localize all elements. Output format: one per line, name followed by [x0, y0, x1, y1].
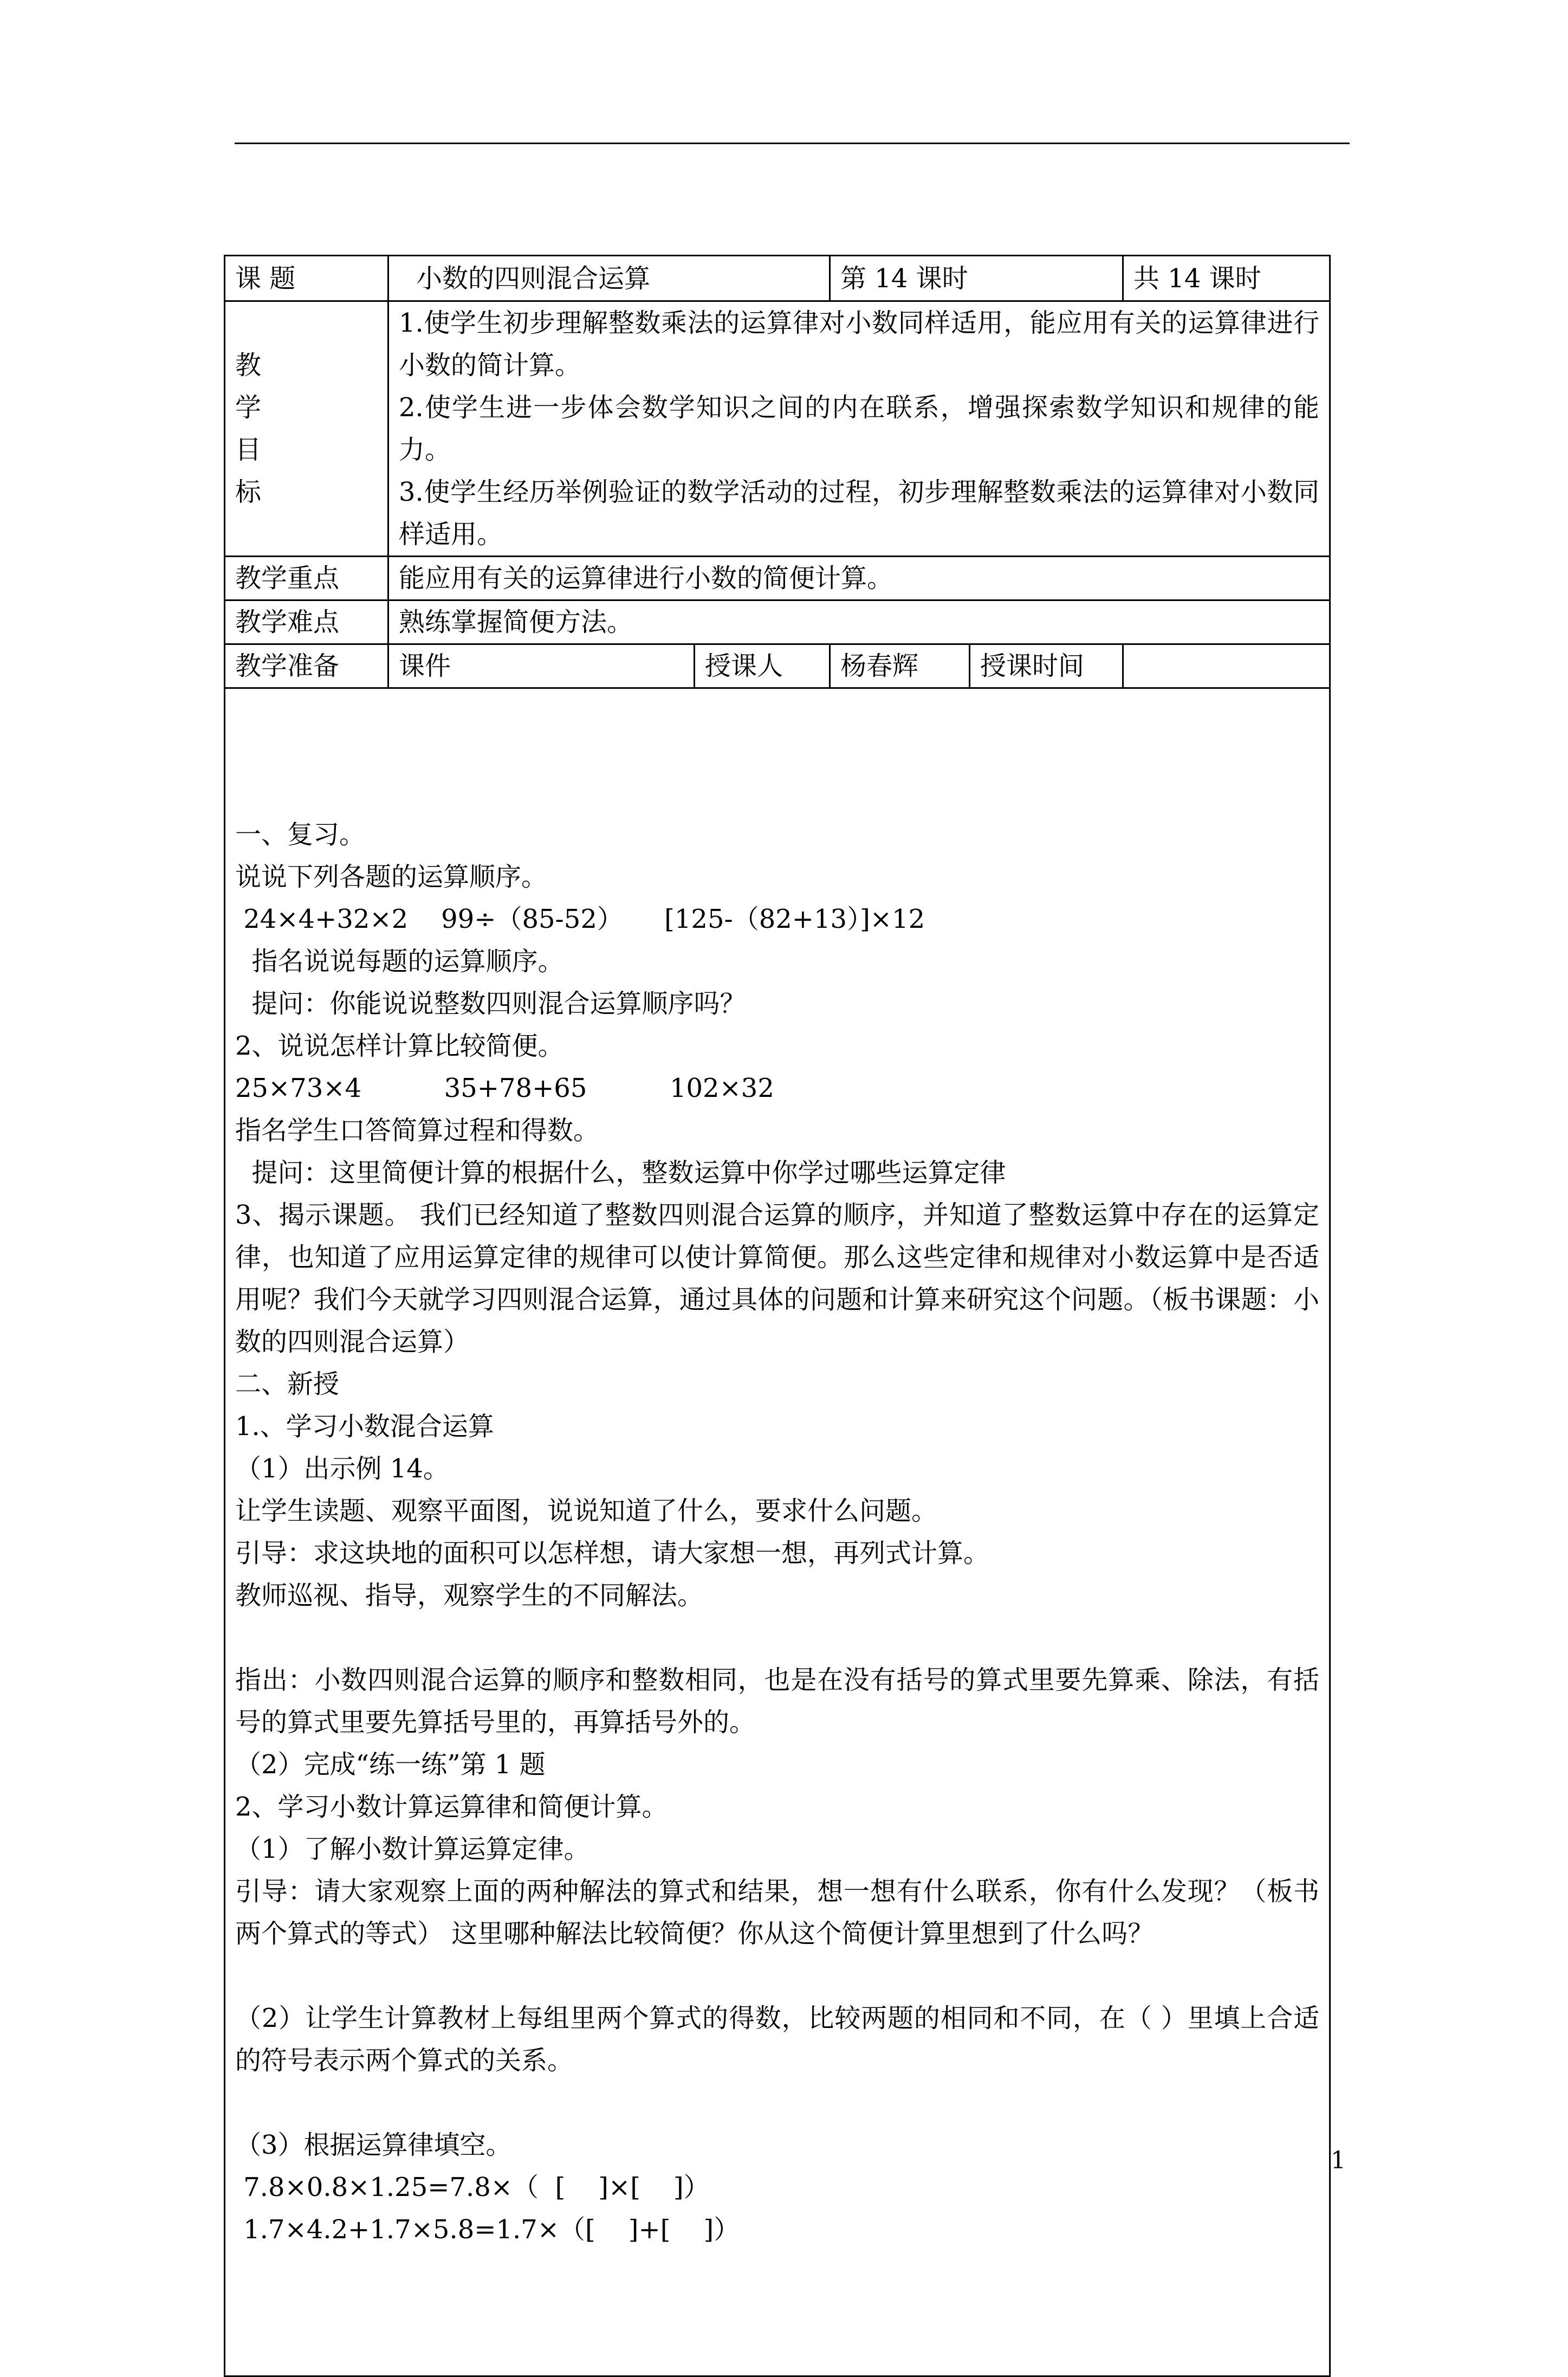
point-paragraph: 指出：小数四则混合运算的顺序和整数相同，也是在没有括号的算式里要先算乘、除法，有括号的算式里要先算括号里的，再算括号外的。	[235, 1665, 1320, 1737]
body-line: （1）了解小数计算运算定律。	[235, 1834, 590, 1864]
body-line: 说说下列各题的运算顺序。	[235, 862, 548, 892]
body-line: 24×4+32×2 99÷（85-52） [125-（82+13）]×12	[235, 904, 925, 934]
body-line: 提问：你能说说整数四则混合运算顺序吗？	[235, 989, 746, 1019]
body-line: 指名说说每题的运算顺序。	[235, 946, 564, 977]
objectives-content	[388, 301, 1330, 557]
header-rule	[235, 143, 1350, 144]
compare-paragraph: （2）让学生计算教材上每组里两个算式的得数，比较两题的相同和不同，在（ ）里填上合适的符号表示两个算式的关系。	[235, 2003, 1320, 2076]
body-line: 提问：这里简便计算的根据什么，整数运算中你学过哪些运算定律	[235, 1158, 1006, 1188]
objectives-row	[225, 301, 1330, 557]
objectives-label-char: 目	[235, 435, 262, 465]
time-value	[1123, 644, 1330, 688]
objective-item: 2.使学生进一步体会数学知识之间的内在联系，增强探索数学知识和规律的能力。	[399, 392, 1320, 465]
blank-line	[235, 1955, 1319, 1997]
body-line: 一、复习。	[235, 819, 366, 850]
objectives-label-char: 学	[235, 392, 262, 423]
preparation-row	[225, 644, 1330, 688]
preparation-value: 课件	[388, 644, 695, 688]
key-point-value: 能应用有关的运算律进行小数的简便计算。	[388, 557, 1330, 600]
preparation-label: 教学准备	[225, 644, 388, 688]
key-point-row	[225, 557, 1330, 600]
body-line: 2、说说怎样计算比较简便。	[235, 1031, 564, 1061]
objective-item: 3.使学生经历举例验证的数学活动的过程，初步理解整数乘法的运算律对小数同样适用。	[399, 477, 1320, 550]
body-line: （1）出示例 14。	[235, 1454, 449, 1484]
topic-label: 课 题	[225, 256, 388, 301]
body-line: 指名学生口答简算过程和得数。	[235, 1115, 600, 1146]
body-line: 25×73×4 35+78+65 102×32	[235, 1073, 774, 1103]
objectives-label-char: 教	[235, 350, 262, 380]
difficulty-label: 教学难点	[225, 600, 388, 644]
topic-row	[225, 256, 1330, 301]
body-line: 1.7×4.2+1.7×5.8=1.7×（[ ]+[ ]）	[235, 2214, 740, 2245]
body-line: 让学生读题、观察平面图，说说知道了什么，要求什么问题。	[235, 1496, 938, 1526]
body-line: 2、学习小数计算运算律和简便计算。	[235, 1792, 668, 1822]
body-line: 引导：求这块地的面积可以怎样想，请大家想一想，再列式计算。	[235, 1538, 990, 1568]
guide-paragraph: 引导：请大家观察上面的两种解法的算式和结果，想一想有什么联系，你有什么发现？（板书两个算式的等式） 这里哪种解法比较简便？你从这个简便计算里想到了什么吗？	[235, 1876, 1320, 1949]
teacher-label: 授课人	[695, 644, 830, 688]
difficulty-row	[225, 600, 1330, 644]
blank-line	[235, 1617, 1319, 1659]
objectives-label-char: 标	[235, 477, 262, 507]
teaching-process-content	[225, 688, 1330, 2376]
time-label: 授课时间	[970, 644, 1123, 688]
reveal-topic-paragraph: 3、揭示课题。 我们已经知道了整数四则混合运算的顺序，并知道了整数运算中存在的运算定律，也知道了应用运算定律的规律可以使计算简便。那么这些定律和规律对小数运算中是否适用呢？我们今天就学习四则混合运算，通过具体的问题和计算来研究这个问题。（板书课题：小数的四则混合运算）	[235, 1200, 1320, 1357]
topic-value: 小数的四则混合运算	[388, 256, 830, 301]
body-line: 二、新授	[235, 1369, 340, 1399]
page-number: 1	[1331, 2147, 1346, 2174]
body-line: （2）完成“练一练”第 1 题	[235, 1749, 546, 1780]
body-line: （3）根据运算律填空。	[235, 2130, 512, 2160]
period-total: 共 14 课时	[1123, 256, 1330, 301]
blank-line	[235, 2082, 1319, 2124]
body-line: 1.、学习小数混合运算	[235, 1411, 494, 1442]
teaching-process-row	[225, 688, 1330, 2376]
key-point-label: 教学重点	[225, 557, 388, 600]
teacher-name: 杨春辉	[830, 644, 970, 688]
difficulty-value: 熟练掌握简便方法。	[388, 600, 1330, 644]
objective-item: 1.使学生初步理解整数乘法的运算律对小数同样适用，能应用有关的运算律进行小数的简计算。	[399, 308, 1320, 380]
objectives-label	[225, 301, 388, 557]
period-current: 第 14 课时	[830, 256, 1123, 301]
body-line: 7.8×0.8×1.25=7.8×（ [ ]×[ ]）	[235, 2172, 710, 2202]
body-line: 教师巡视、指导，观察学生的不同解法。	[235, 1580, 704, 1611]
lesson-plan-table	[224, 255, 1331, 2377]
